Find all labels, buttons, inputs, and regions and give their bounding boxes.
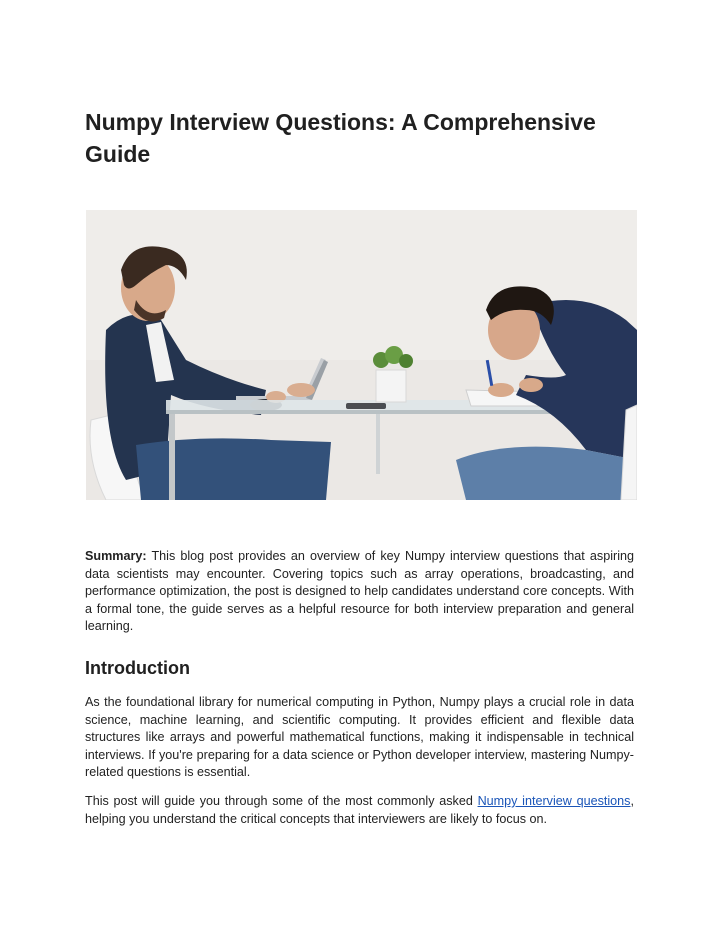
- document-title: Numpy Interview Questions: A Comprehensive Guide: [85, 109, 596, 167]
- paragraph-2-text-before: This post will guide you through some of the most commonly asked: [85, 794, 478, 808]
- introduction-paragraph-1: As the foundational library for numerical computing in Python, Numpy plays a crucial role in data science, machine learning, and scientific computing. It provides efficient and flexible data structures like arrays and powerful mathematical functions, making it indispensable in technical interviews. If you're preparing for a data science or Python developer interview, mastering Numpy-related questions is essential.: [85, 695, 634, 779]
- hero-photo: [86, 210, 637, 500]
- numpy-interview-questions-link[interactable]: Numpy interview questions: [477, 794, 631, 808]
- summary-text: This blog post provides an overview of key Numpy interview questions that aspiring data scientists may encounter. Covering topics such as array operations, broadcasting, and performance optimization, the post is designed to help candidates understand core concepts. With a formal tone, the guide serves as a helpful resource for both interview preparation and general learning.: [85, 549, 634, 633]
- summary-paragraph: [85, 548, 634, 636]
- interview-photo-illustration: [86, 210, 637, 500]
- paragraph-2-text-after: , helping you understand the critical concepts that interviewers are likely to focus on.: [85, 794, 634, 826]
- introduction-heading: Introduction: [85, 658, 190, 678]
- introduction-paragraph-2: [85, 793, 634, 828]
- summary-label: Summary:: [85, 549, 147, 563]
